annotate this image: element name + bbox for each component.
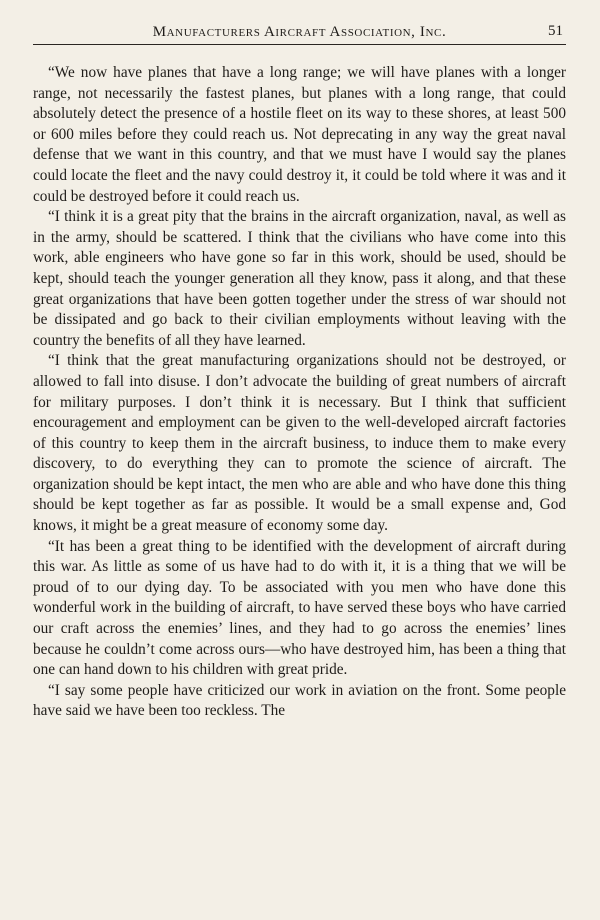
- paragraph: “I think that the great manufacturing organizations should not be destroyed, or allowed to fall into disuse. I don’t advocate the building of great numbers of aircraft for military purposes. I don’t think it is necessary. But I think that sufficient encouragement and employment can be given to the well-developed aircraft factories of this country to keep them in the aircraft business, to induce them to make every discovery, to do everything they can to promote the science of aircraft. The organization should be kept intact, the men who are able and who have done this thing should be kept together as far as possible. It would be a small expense and, God knows, it might be a great measure of economy some day.: [33, 352, 566, 535]
- paragraph: “I say some people have criticized our work in aviation on the front. Some people have said we have been too reckless. The: [33, 681, 566, 720]
- paragraph: “I think it is a great pity that the brains in the aircraft organization, naval, as well as in the army, should be scattered. I think that the civilians who have come into this work, able engineers who have gone so far in this work, should be used, should be kept, should teach the younger generation all they know, pass it along, and that these great organizations that have been gotten together under the stress of war should not be dissipated and go back to their civilian employments without leaving with the country the benefits of all they have learned.: [33, 208, 566, 349]
- header-title: Manufacturers Aircraft Association, Inc.: [152, 24, 447, 40]
- page-number: 51: [548, 23, 563, 39]
- paragraph: “We now have planes that have a long range; we will have planes with a longer range, not necessarily the fastest planes, but planes with a long range, that could absolutely detect the presence of a hostile fleet on its way to these shores, at least 500 or 600 miles before they could reach us. Not deprecating in any way the great naval defense that we want in this country, and that we must have I would say the planes could locate the fleet and the navy could destroy it, it could be told where it was and it could be destroyed before it could reach us.: [33, 64, 566, 205]
- body-text: [33, 63, 566, 722]
- running-header: [33, 20, 566, 45]
- paragraph: “It has been a great thing to be identified with the development of aircraft during this war. As little as some of us have had to do with it, it is a thing that we will be proud of to our dying day. To be associated with you men who have done this wonderful work in the building of aircraft, to have served these boys who have carried our craft across the enemies’ lines, and they had to go across the enemies’ lines because he couldn’t come across ours—who have destroyed him, has been a thing that one can hand down to his children with great pride.: [33, 537, 566, 679]
